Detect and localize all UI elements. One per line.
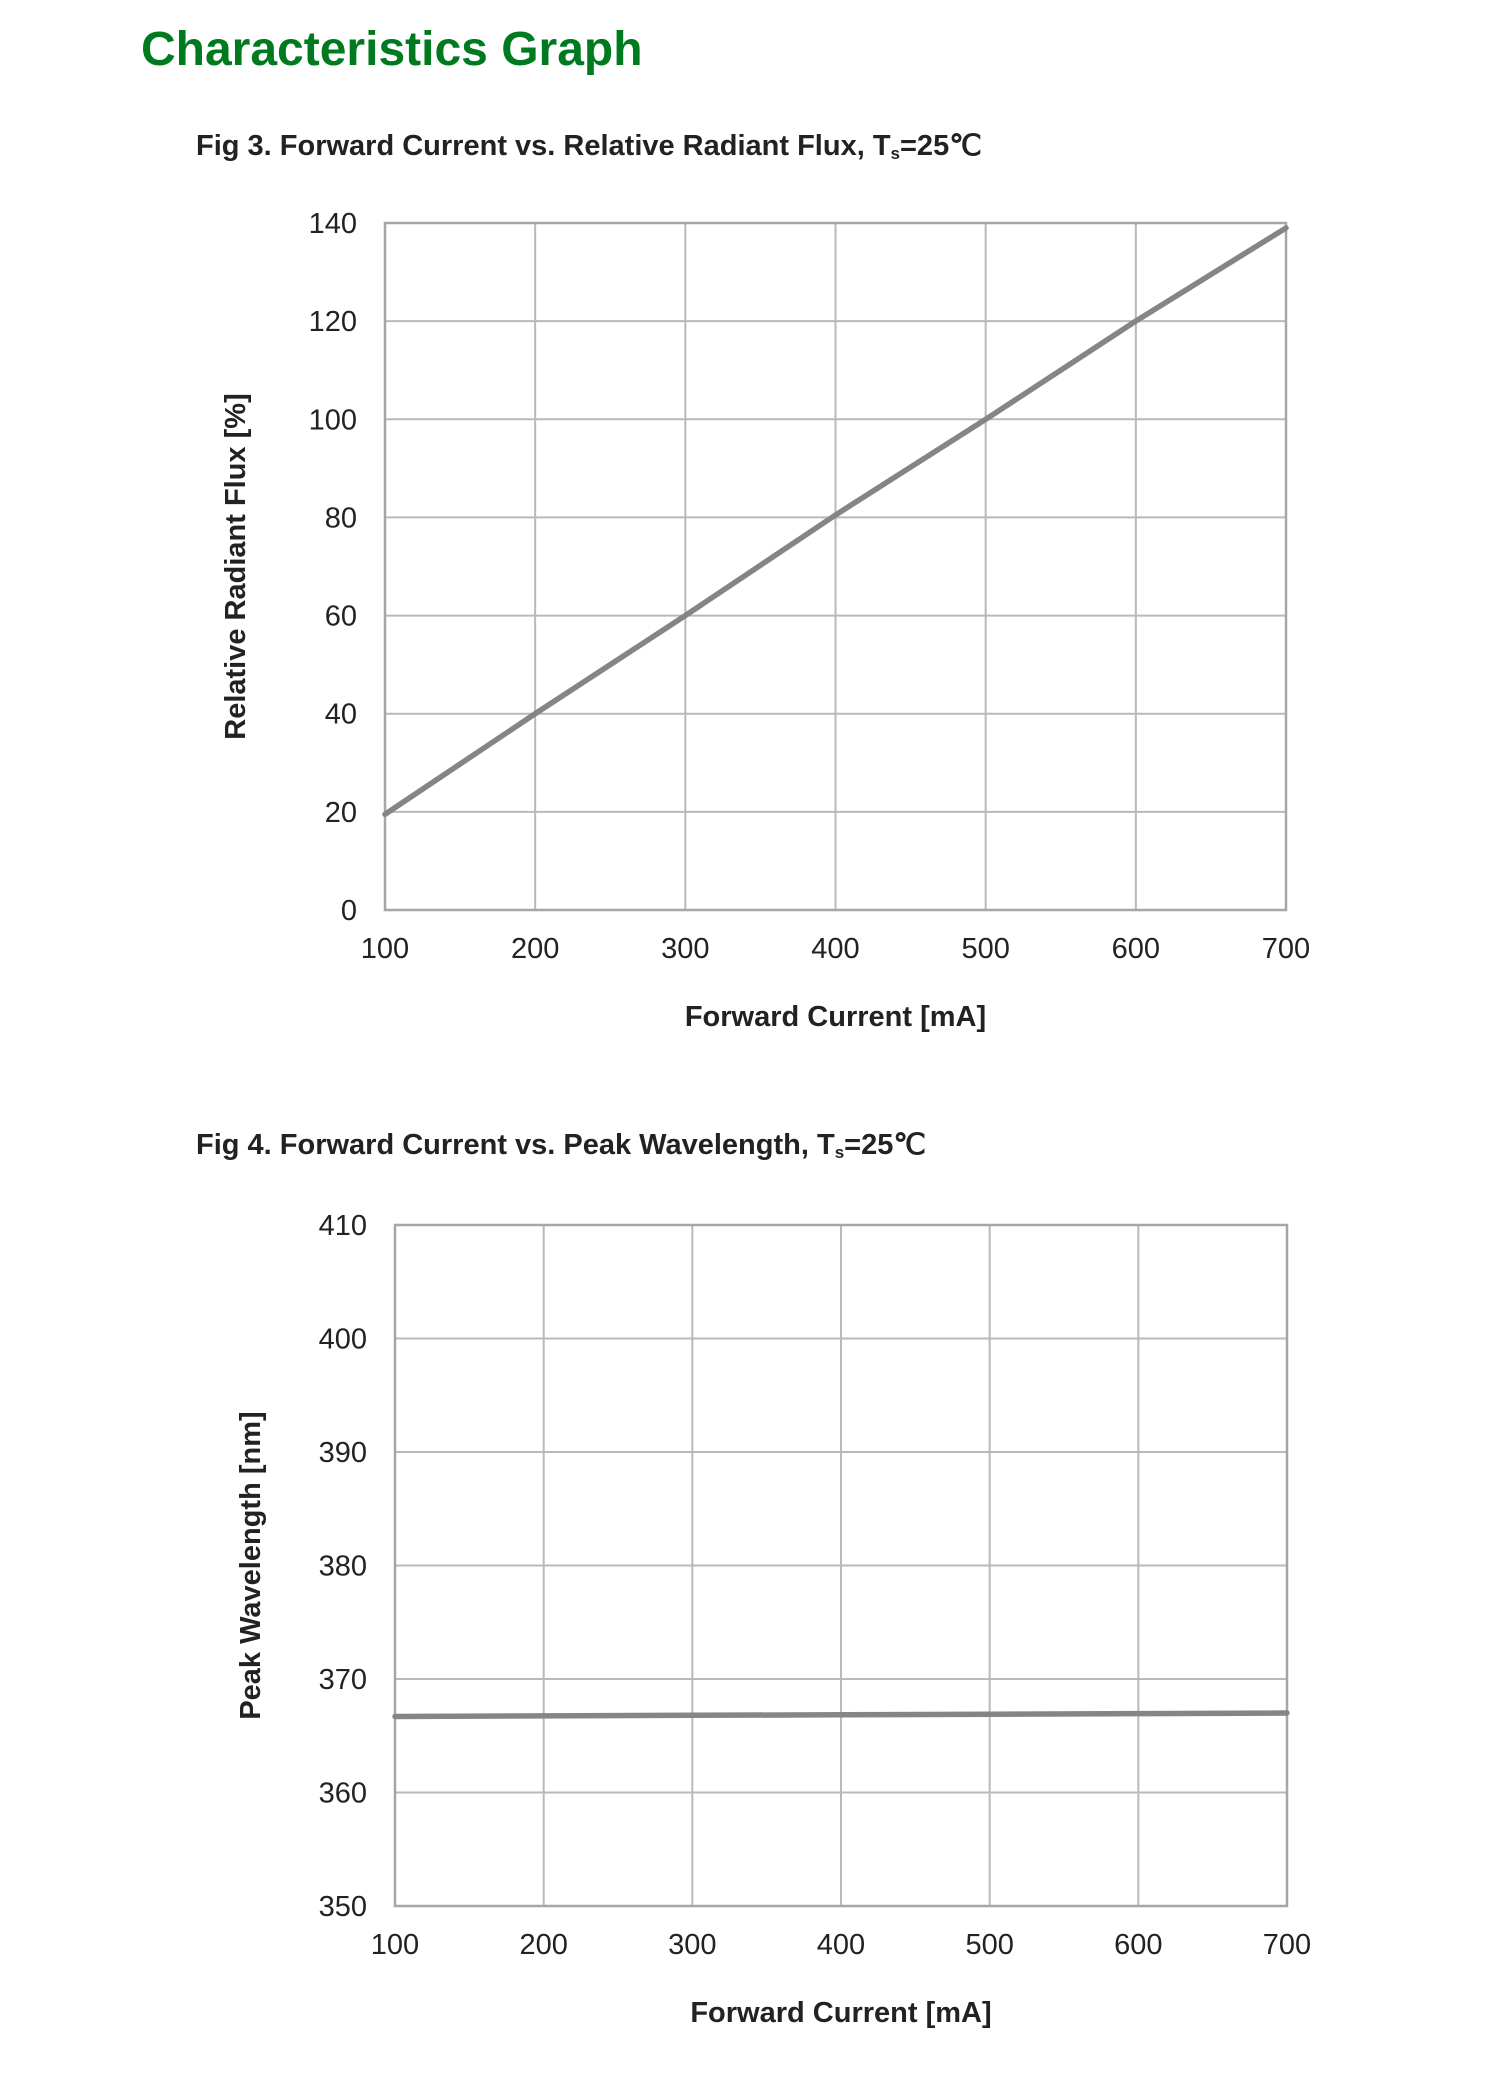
x-axis-label: Forward Current [mA] (690, 1997, 992, 2029)
x-tick-label: 400 (811, 933, 860, 965)
x-axis-label: Forward Current [mA] (684, 1001, 987, 1033)
y-tick-label: 400 (318, 1323, 367, 1356)
fig3-title-suffix: =25℃ (900, 130, 982, 162)
y-tick-label: 120 (308, 306, 357, 339)
x-tick-label: 400 (816, 1929, 866, 1961)
y-tick-label: 410 (318, 1210, 367, 1242)
fig4-title-suffix: =25℃ (844, 1129, 926, 1161)
y-tick-label: 370 (318, 1664, 367, 1696)
x-tick-label: 200 (519, 1929, 568, 1961)
fig4-title (196, 1127, 926, 1163)
page-heading: Characteristics Graph (141, 23, 643, 76)
y-tick-label: 40 (324, 698, 357, 731)
x-tick-label: 300 (668, 1929, 717, 1961)
x-tick-label: 600 (1114, 1929, 1163, 1961)
x-tick-label: 600 (1111, 933, 1161, 965)
y-tick-label: 20 (324, 796, 357, 829)
y-axis-label: Relative Radiant Flux [%] (220, 393, 252, 740)
fig3-title-prefix: Fig 3. Forward Current vs. Relative Radiant Flux, T (196, 130, 891, 162)
y-tick-label: 0 (340, 895, 357, 927)
fig4-chart (0, 1190, 1500, 2050)
y-tick-label: 360 (318, 1777, 367, 1810)
y-tick-label: 390 (318, 1437, 367, 1469)
x-tick-label: 500 (965, 1929, 1014, 1961)
y-axis-label: Peak Wavelength [nm] (235, 1411, 267, 1720)
fig3-title (196, 128, 982, 164)
x-tick-label: 500 (961, 933, 1010, 965)
y-tick-label: 80 (324, 502, 357, 535)
fig4-title-prefix: Fig 4. Forward Current vs. Peak Wavelength, T (196, 1129, 835, 1161)
x-tick-label: 100 (370, 1929, 420, 1961)
x-tick-label: 100 (360, 933, 410, 965)
x-tick-label: 300 (661, 933, 710, 965)
y-tick-label: 60 (324, 600, 357, 633)
fig3-title-subscript: s (890, 144, 900, 163)
y-tick-label: 380 (318, 1550, 367, 1583)
fig4-title-subscript: s (834, 1143, 845, 1162)
y-tick-label: 350 (318, 1891, 367, 1923)
fig3-chart (0, 190, 1500, 1060)
x-tick-label: 700 (1261, 933, 1311, 965)
y-tick-label: 100 (308, 404, 357, 437)
x-tick-label: 200 (510, 933, 560, 965)
y-tick-label: 140 (308, 208, 357, 240)
x-tick-label: 700 (1262, 1929, 1312, 1961)
